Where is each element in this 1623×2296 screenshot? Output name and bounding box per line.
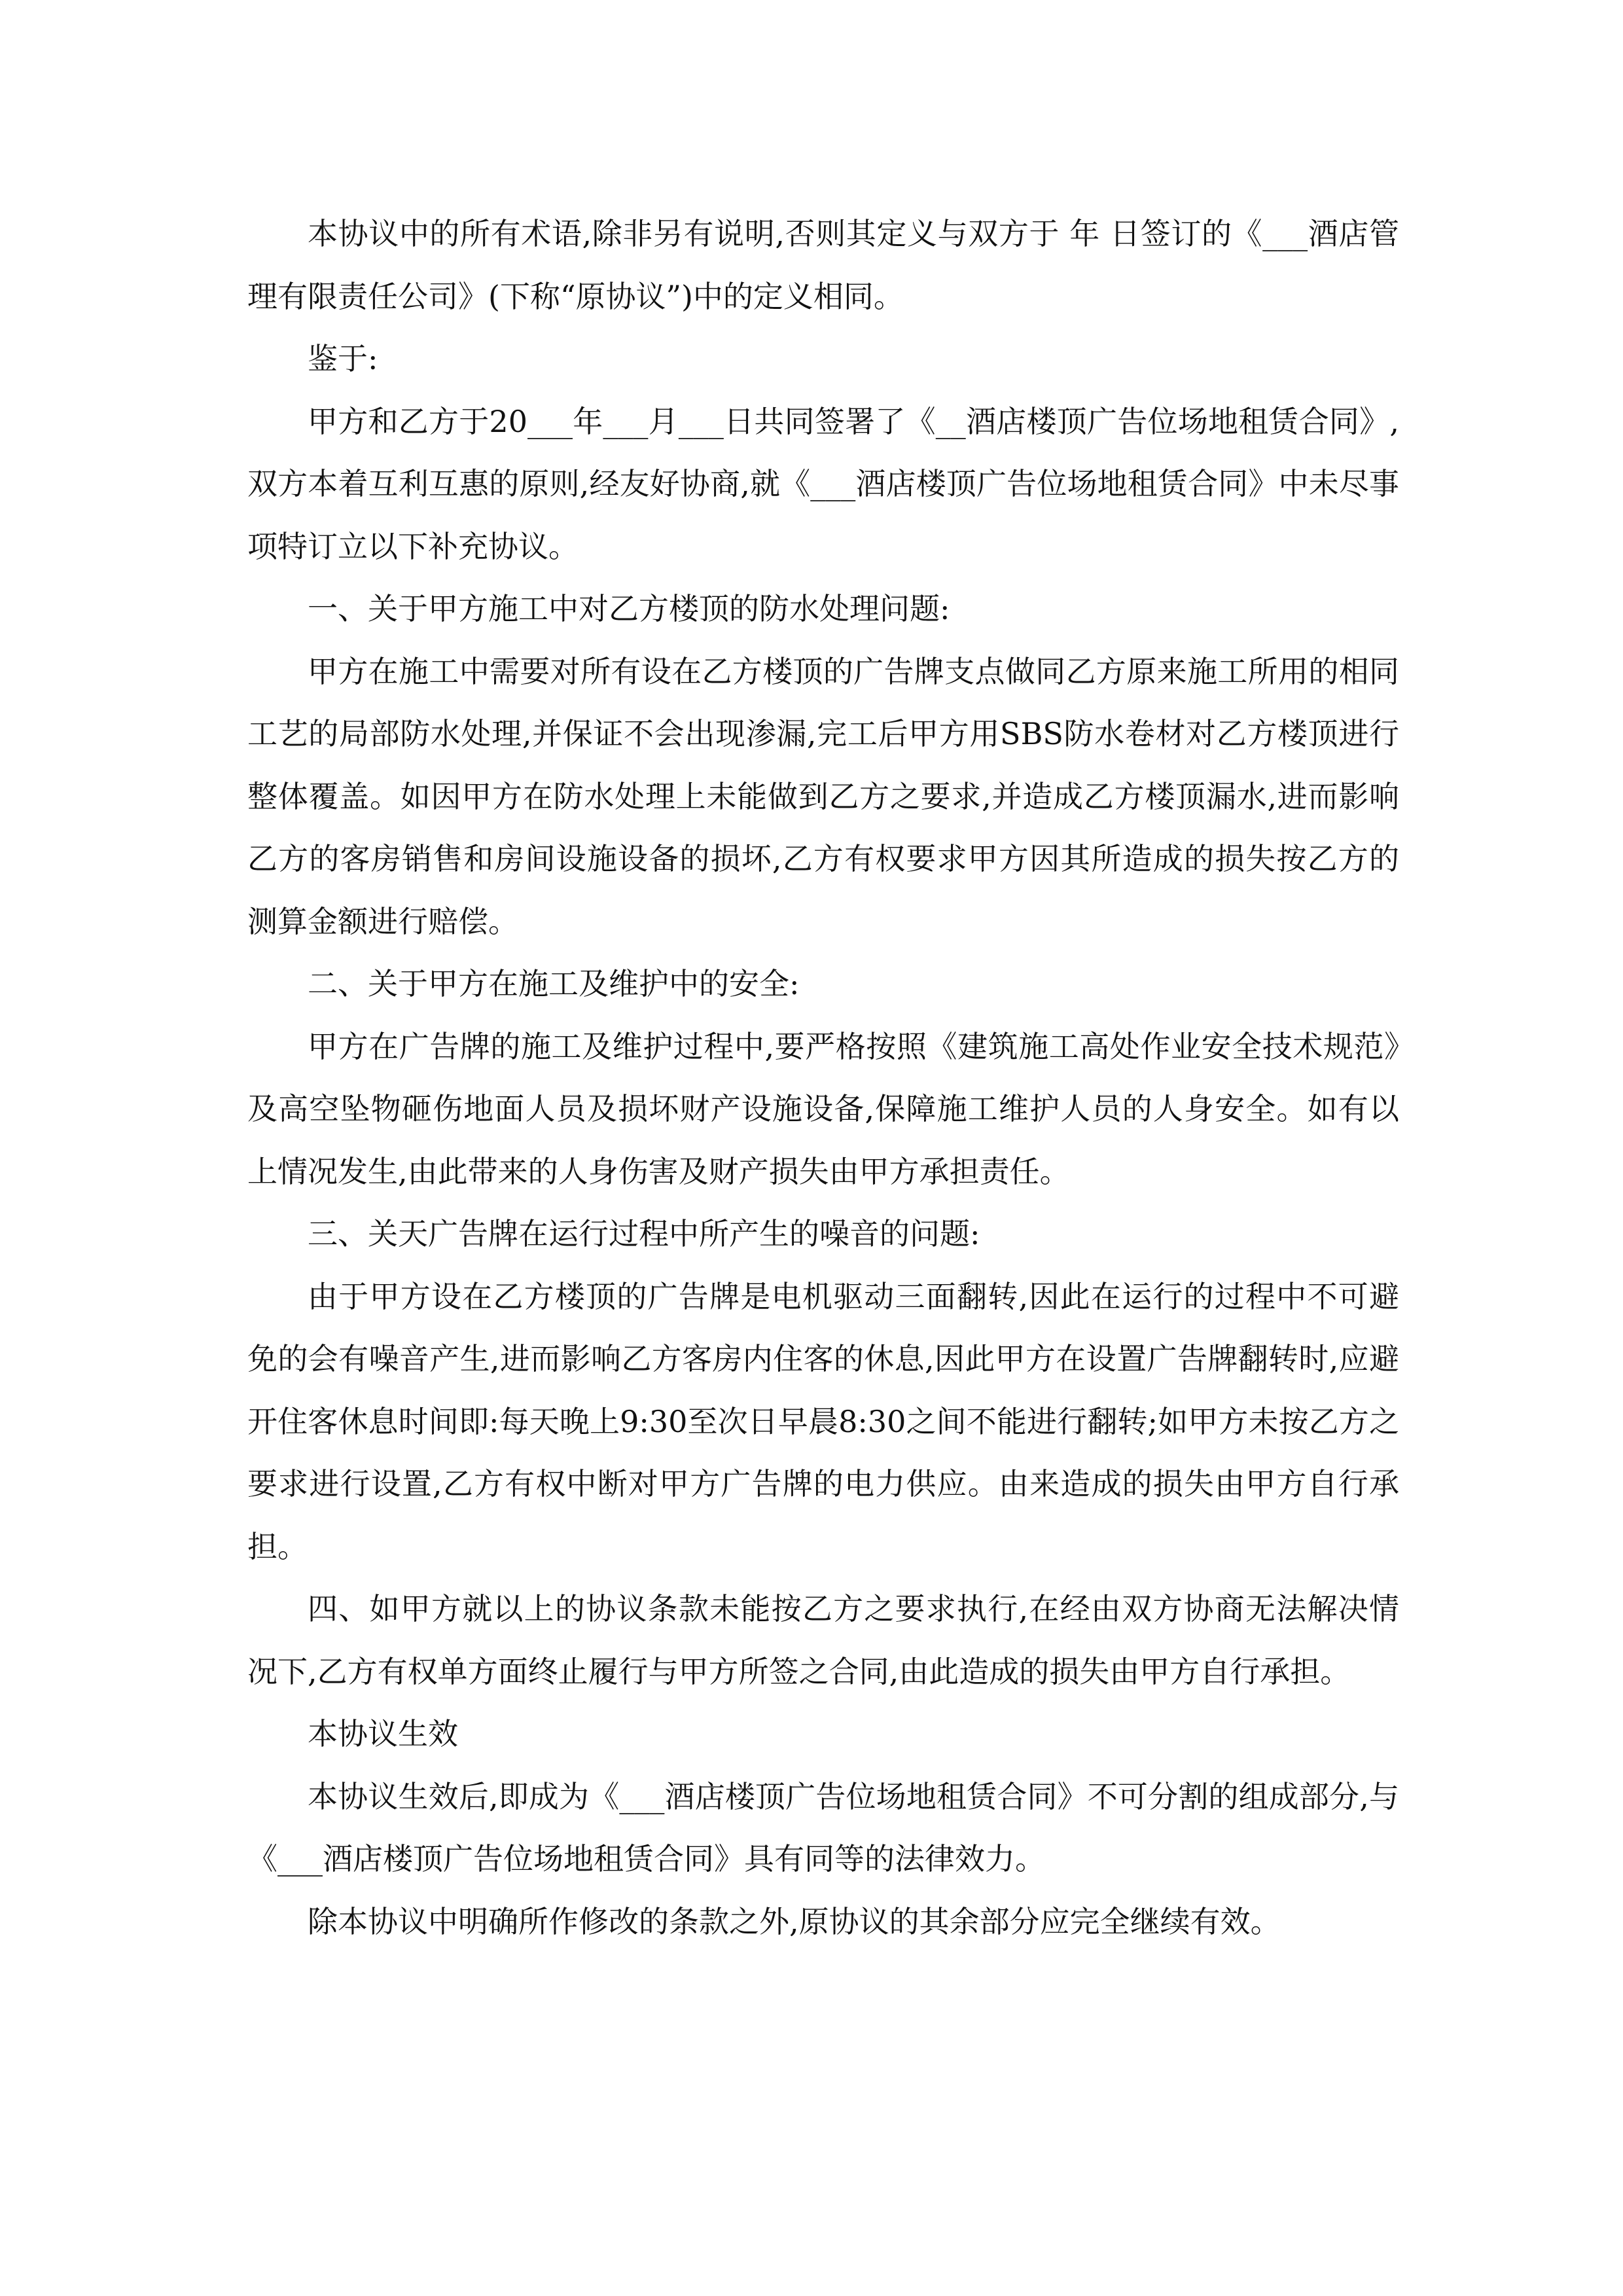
- paragraph-safety: 甲方在广告牌的施工及维护过程中,要严格按照《建筑施工高处作业安全技术规范》及高空坠物砸伤地面人员及损坏财产设施设备,保障施工维护人员的人身安全。如有以上情况发生,由此带来的人身伤害及财产损失由甲方承担责任。: [247, 1028, 1399, 1189]
- paragraph-whereas: 鉴于:: [308, 341, 378, 376]
- section-heading-noise: 三、关天广告牌在运行过程中所产生的噪音的问题:: [308, 1216, 980, 1251]
- document-body: [247, 203, 1399, 1953]
- paragraph-definitions: 本协议中的所有术语,除非另有说明,否则其定义与双方于 年 日签订的《___酒店管理有限责任公司》(下称“原协议”)中的定义相同。: [247, 216, 1399, 314]
- paragraph-waterproofing: 甲方在施工中需要对所有设在乙方楼顶的广告牌支点做同乙方原来施工所用的相同工艺的局部防水处理,并保证不会出现渗漏,完工后甲方用SBS防水卷材对乙方楼顶进行整体覆盖。如因甲方在防水处理上未能做到乙方之要求,并造成乙方楼顶漏水,进而影响乙方的客房销售和房间设施设备的损坏,乙方有权要求甲方因其所造成的损失按乙方的测算金额进行赔偿。: [247, 653, 1399, 939]
- paragraph-remaining-validity: 除本协议中明确所作修改的条款之外,原协议的其余部分应完全继续有效。: [308, 1903, 1281, 1939]
- section-heading-effectiveness: 本协议生效: [308, 1716, 458, 1751]
- section-heading-waterproofing: 一、关于甲方施工中对乙方楼顶的防水处理问题:: [308, 591, 950, 626]
- paragraph-effectiveness: 本协议生效后,即成为《___酒店楼顶广告位场地租赁合同》不可分割的组成部分,与《___酒店楼顶广告位场地租赁合同》具有同等的法律效力。: [247, 1778, 1399, 1876]
- paragraph-background: 甲方和乙方于20___年___月___日共同签署了《__酒店楼顶广告位场地租赁合同》,双方本着互利互惠的原则,经友好协商,就《___酒店楼顶广告位场地租赁合同》中未尽事项特订立以下补充协议。: [247, 403, 1399, 564]
- paragraph-noise: 由于甲方设在乙方楼顶的广告牌是电机驱动三面翻转,因此在运行的过程中不可避免的会有噪音产生,进而影响乙方客房内住客的休息,因此甲方在设置广告牌翻转时,应避开住客休息时间即:每天晚上9:30至次日早晨8:30之间不能进行翻转;如甲方未按乙方之要求进行设置,乙方有权中断对甲方广告牌的电力供应。由来造成的损失由甲方自行承担。: [247, 1278, 1399, 1564]
- paragraph-termination: 四、如甲方就以上的协议条款未能按乙方之要求执行,在经由双方协商无法解决情况下,乙方有权单方面终止履行与甲方所签之合同,由此造成的损失由甲方自行承担。: [247, 1591, 1399, 1689]
- section-heading-safety: 二、关于甲方在施工及维护中的安全:: [308, 966, 800, 1001]
